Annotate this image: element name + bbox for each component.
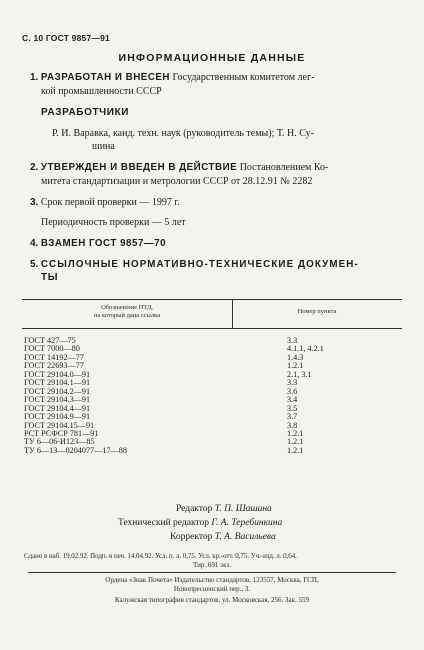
publisher-line1: Ордена «Знак Почета» Издательство стандартов, 123557, Москва, ГСП, [105,576,319,584]
publisher-line2: Новопресненский пер., 3. [173,585,251,593]
section-2-number: 2. [30,162,39,173]
section-5-heading: ССЫЛОЧНЫЕ НОРМАТИВНО-ТЕХНИЧЕСКИЕ ДОКУМЕН- [40,259,359,270]
table-row-document: ГОСТ 29104.15—91 [24,420,95,430]
imprint-line2: Тир. 691 экз. [193,561,231,569]
table-row-clause: 1.4.3 [287,352,304,362]
table-row-document: ГОСТ 14192—77 [24,352,84,362]
developers-heading: РАЗРАБОТЧИКИ [41,107,130,118]
section-1-heading: РАЗРАБОТАН И ВНЕСЕН [40,72,171,83]
editor-credit: Редактор Т. П. Шашина [176,504,272,514]
table-row-document: ГОСТ 29104.2—91 [24,386,91,396]
section-1-line1 [30,71,314,84]
table-row-clause: 3.4 [287,395,298,405]
table-row-clause: 3.7 [287,412,298,422]
table-row-document: ТУ 6—13—0204077—17—88 [24,445,127,455]
tech-editor-credit: Технический редактор Г. А. Теребинкина [118,518,283,528]
section-1-text: Государственным комитетом лег- [172,72,315,83]
table-row-clause: 1.2.1 [287,428,304,438]
table-header-document: Обозначение НТД, на который дана ссылка [93,304,161,319]
table-row-document: РСТ РСФСР 781—91 [24,428,99,438]
corrector-name: Т. А. Васильева [214,532,276,542]
printer-line: Калужская типография стандартов, ул. Московская, 256. Зак. 559 [114,596,310,604]
table-row-document: ГОСТ 29104.1—91 [24,378,91,388]
imprint-divider [28,572,396,573]
table-row-document: ГОСТ 22693—77 [24,361,84,371]
table-row-document: ГОСТ 29104.3—91 [24,395,91,405]
section-1-number: 1. [30,72,39,83]
section-5-line1 [30,258,359,271]
section-2-line2: митета стандартизации и метрологии СССР от 28.12.91 № 2282 [41,176,313,187]
table-row-clause: 2.1, 3.1 [287,369,312,379]
table-row-document: ГОСТ 7000—80 [24,344,80,354]
table-row-document: ГОСТ 29104.9—91 [24,412,91,422]
editor-name: Т. П. Шашина [214,504,272,514]
table-top-rule [22,299,402,300]
section-5-line2: ТЫ [41,272,59,283]
corrector-credit: Корректор Т. А. Васильева [170,532,276,542]
table-row-clause: 3.6 [287,386,298,396]
table-row-clause: 3.3 [287,336,298,345]
imprint-line1: Сдано в наб. 19.02.92. Подп. в печ. 14.04.92. Усл. п. л. 0,75. Усл. кр.-отт. 0,75. Уч.-изд. л. 0,64. [24,552,297,560]
section-5-number: 5. [30,259,39,270]
developers-line1: Р. И. Варавка, канд. техн. наук (руководитель темы); Т. Н. Су- [52,128,314,139]
periodicity-text: Периодичность проверки — 5 лет [41,217,186,228]
section-3-text: Срок первой проверки — 1997 г. [40,197,180,208]
table-row-document: ГОСТ 427—75 [24,336,76,345]
table-row-clause: 4.1.1, 4.2.1 [287,344,324,354]
section-2-line1 [30,161,328,174]
table-header-rule [22,328,402,329]
section-4-text: ВЗАМЕН ГОСТ 9857—70 [40,238,167,249]
section-4-number: 4. [30,238,39,249]
table-row-clause: 3.8 [287,420,298,430]
table-row-clause: 3.3 [287,378,298,388]
page-header: С. 10 ГОСТ 9857—91 [22,33,110,43]
section-3 [30,196,180,209]
table-row-clause: 1.2.1 [287,445,304,455]
table-row-document: ГОСТ 29104.4—91 [24,403,91,413]
section-3-number: 3. [30,197,39,208]
table-row-document: ТУ 6—06-И123—85 [24,437,95,447]
page-title: ИНФОРМАЦИОННЫЕ ДАННЫЕ [118,52,306,64]
table-header-clause: Номер пункта [297,308,337,315]
table-row-clause: 3.5 [287,403,298,413]
section-2-heading: УТВЕРЖДЕН И ВВЕДЕН В ДЕЙСТВИЕ [40,162,238,173]
section-2-text: Постановлением Ко- [239,162,329,173]
table-row-clause: 1.2.1 [287,361,304,371]
section-4 [30,237,166,250]
table-row-clause: 1.2.1 [287,437,304,447]
tech-editor-name: Г. А. Теребинкина [211,518,283,528]
developers-line2: шина [92,141,115,152]
section-1-line2: кой промышленности СССР [41,86,162,97]
table-row-document: ГОСТ 29104.0—91 [24,369,91,379]
